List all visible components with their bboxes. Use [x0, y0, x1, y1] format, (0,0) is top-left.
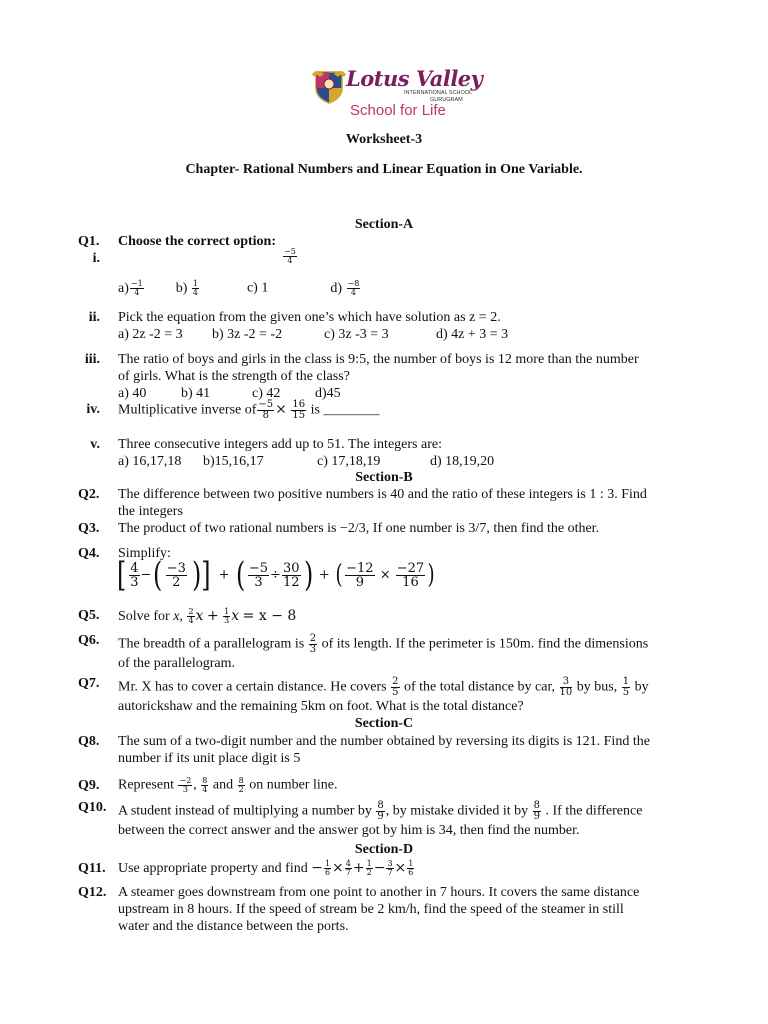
- q8-line2: number if its unit place digit is 5: [118, 751, 301, 766]
- q9-number: Q9.: [78, 778, 100, 793]
- q1-iii-option-d[interactable]: d)45: [315, 386, 341, 401]
- q1-v-text: Three consecutive integers add up to 51. The integers are:: [118, 437, 442, 452]
- q2-number: Q2.: [78, 487, 100, 502]
- q7-number: Q7.: [78, 676, 100, 691]
- q6-number: Q6.: [78, 633, 100, 648]
- q1-i-option-a[interactable]: a) $\frac{-1}{4}$: [118, 279, 143, 297]
- q8-number: Q8.: [78, 734, 100, 749]
- q1-iv-roman: iv.: [86, 402, 100, 417]
- q2-line2: the integers: [118, 504, 183, 519]
- q1-i-option-b[interactable]: b) $\frac{1}{4}$: [175, 279, 198, 297]
- q10-line2: between the correct answer and the answer got by him is 34, then find the number.: [118, 823, 580, 838]
- q1-v-option-a[interactable]: a) 16,17,18: [118, 454, 182, 469]
- q1-iii-line1: The ratio of boys and girls in the class is 9:5, the number of boys is 12 more than the number: [118, 352, 639, 367]
- school-logo: [312, 66, 483, 122]
- q1-v-roman: v.: [90, 437, 100, 452]
- q8-line1: The sum of a two-digit number and the number obtained by reversing its digits is 121. Find the: [118, 734, 650, 749]
- q1-ii-option-a[interactable]: a) 2z -2 = 3: [118, 327, 183, 342]
- q1-number: Q1.: [78, 234, 100, 249]
- q1-v-option-c[interactable]: c) 17,18,19: [317, 454, 381, 469]
- q5-number: Q5.: [78, 608, 100, 623]
- q5-text: Solve for x, $\frac{2}{4}$ x + $\frac{1}{3}$ x = x − 8: [118, 607, 297, 626]
- logo-tagline: School for Life: [350, 102, 446, 119]
- q2-line1: The difference between two positive numbers is 40 and the ratio of these integers is 1 : 3. Find: [118, 487, 647, 502]
- q11-number: Q11.: [78, 861, 106, 876]
- q1-i-fraction: $\frac{-5}{4}$: [284, 247, 296, 265]
- q1-i-option-d[interactable]: d) $\frac{-8}{4}$: [330, 279, 360, 297]
- q1-v-option-d[interactable]: d) 18,19,20: [430, 454, 495, 469]
- q11-text: Use appropriate property and find − $\frac{1}{6}$ × $\frac{4}{7}$ + $\frac{1}{2}$ − $\frac{3}{7}$ × $\frac{1}{6}$: [118, 859, 414, 878]
- q1-ii-roman: ii.: [88, 310, 100, 325]
- q1-ii-option-c[interactable]: c) 3z -3 = 3: [324, 327, 389, 342]
- q4-expression: [ $\frac{4}{3}$ −( $\frac{-3}{2}$ )] + ( $\frac{-5}{3}$ ÷ $\frac{30}{12}$ ) + ( $\frac{-12}{9}$ × $\frac{-27}{16}$ ): [116, 555, 435, 595]
- q7-line1: Mr. X has to cover a certain distance. He covers $\frac{2}{5}$ of the total distance by car, $\frac{3}{10}$ by bus, $\frac{1}{5}$ by: [118, 676, 649, 698]
- q1-ii-option-d[interactable]: d) 4z + 3 = 3: [436, 327, 509, 342]
- q6-line1: The breadth of a parallelogram is $\frac{2}{3}$ of its length. If the perimeter is 150m. find the dimensions: [118, 633, 649, 655]
- q3-text: The product of two rational numbers is −2/3, If one number is 3/7, then find the other.: [118, 521, 600, 536]
- q7-line2: autorickshaw and the remaining 5km on foot. What is the total distance?: [118, 699, 524, 714]
- logo-brand-text: Lotus Valley: [346, 66, 483, 91]
- school-crest-icon: [312, 68, 346, 104]
- chapter-title: Chapter- Rational Numbers and Linear Equation in One Variable.: [185, 162, 583, 177]
- q1-i-options: [118, 280, 361, 297]
- q12-line1: A steamer goes downstream from one point to another in 7 hours. It covers the same distance: [118, 885, 640, 900]
- q3-number: Q3.: [78, 521, 100, 536]
- q1-iii-option-a[interactable]: a) 40: [118, 386, 147, 401]
- q12-line2: upstream in 8 hours. If the speed of stream be 2 km/h, find the speed of the steamer in still: [118, 902, 624, 917]
- q4-number: Q4.: [78, 546, 100, 561]
- q1-v-option-b[interactable]: b)15,16,17: [203, 454, 264, 469]
- q1-iv-text: Multiplicative inverse of $\frac{-5}{8}$ × $\frac{16}{15}$ is ________: [118, 399, 380, 421]
- logo-subtitle: INTERNATIONAL SCHOOL: [404, 90, 473, 96]
- logo-location: GURUGRAM: [430, 97, 463, 103]
- q1-iii-roman: iii.: [84, 352, 100, 367]
- q9-text: Represent $\frac{-2}{3}$ , $\frac{8}{4}$ and $\frac{8}{2}$ on number line.: [118, 776, 338, 794]
- q1-iii-option-c[interactable]: c) 42: [252, 386, 281, 401]
- section-c-heading: Section-C: [354, 716, 414, 731]
- worksheet-title: Worksheet-3: [345, 132, 423, 147]
- q1-i-option-c[interactable]: c) 1: [246, 280, 269, 296]
- q1-iii-line2: of girls. What is the strength of the class?: [118, 369, 350, 384]
- q12-line3: water and the distance between the ports.: [118, 919, 349, 934]
- q6-line2: of the parallelogram.: [118, 656, 236, 671]
- section-a-heading: Section-A: [354, 217, 414, 232]
- section-d-heading: Section-D: [354, 842, 414, 857]
- q1-iii-option-b[interactable]: b) 41: [181, 386, 211, 401]
- q10-line1: A student instead of multiplying a number by $\frac{8}{9}$ , by mistake divided it by $\frac{8}{9}$ . If the difference: [118, 800, 643, 822]
- q12-number: Q12.: [78, 885, 107, 900]
- q1-prompt: Choose the correct option:: [118, 234, 276, 249]
- q1-i-roman: i.: [92, 251, 100, 266]
- q1-ii-text: Pick the equation from the given one’s which have solution as z = 2.: [118, 310, 501, 325]
- q1-ii-option-b[interactable]: b) 3z -2 = -2: [212, 327, 283, 342]
- q10-number: Q10.: [78, 800, 107, 815]
- q4-text: Simplify:: [118, 546, 171, 561]
- section-b-heading: Section-B: [355, 470, 413, 485]
